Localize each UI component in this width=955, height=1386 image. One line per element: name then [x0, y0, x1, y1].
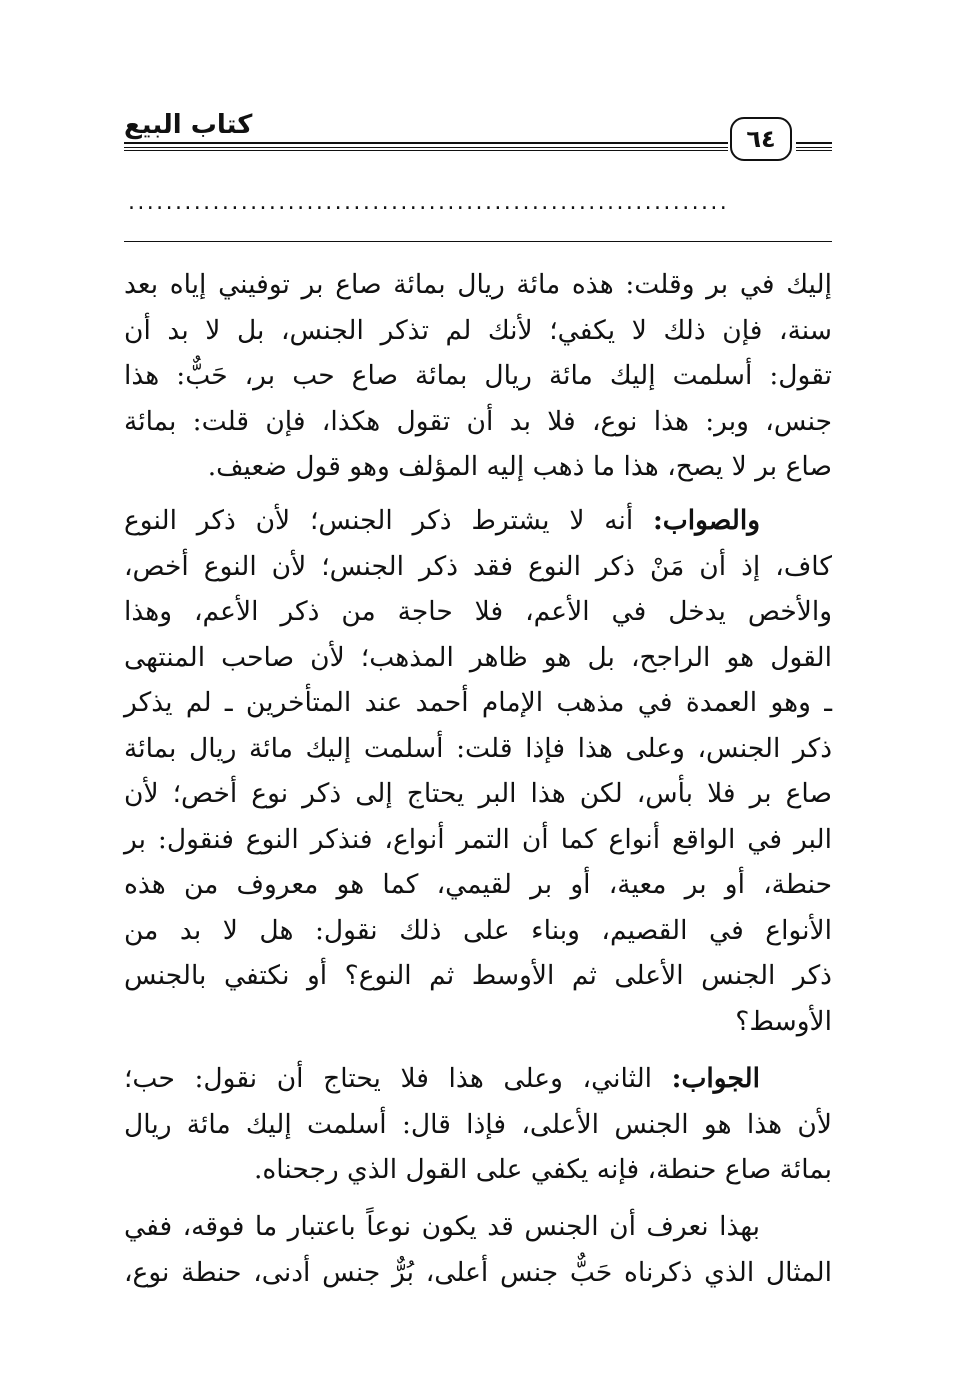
- paragraph-1: [124, 262, 832, 490]
- text-line: صاع بر لا يصح، هذا ما ذهب إليه المؤلف وهو قول ضعيف.: [207, 451, 832, 482]
- text-line: تقول: أسلمت إليك مائة ريال بمائة صاع حب بر، حَبٌّ: هذا: [124, 360, 832, 391]
- text-line: البر في الواقع أنواع كما أن التمر أنواع، فنذكر النوع فنقول: بر: [124, 823, 832, 855]
- text-line: ذكر الجنس، وعلى هذا فإذا قلت: أسلمت إليك مائة ريال بمائة: [124, 732, 832, 764]
- text-line: ذكر الجنس الأعلى ثم الأوسط ثم النوع؟ أو نكتفي بالجنس: [124, 960, 832, 991]
- text-line: إليك في بر وقلت: هذه مائة ريال بمائة صاع بر توفيني إياه بعد: [124, 269, 832, 300]
- text-line: حنطة، أو بر معية، أو بر لقيمي، كما هو معروف من هذه: [124, 869, 832, 900]
- text-line: الجواب: الثاني، وعلى هذا فلا يحتاج أن نقول: حب؛: [124, 1063, 760, 1094]
- paragraph-3: [124, 1056, 832, 1193]
- text-line: بمائة صاع حنطة، فإنه يكفي على القول الذي رجحناه.: [253, 1154, 832, 1185]
- header-rule-right: [796, 142, 832, 148]
- footnote-continuation-dots: ................................................................: [128, 192, 730, 214]
- text-line: القول هو الراجح، بل هو ظاهر المذهب؛ لأن صاحب المنتهى: [124, 641, 832, 673]
- paragraph-lead: الجواب:: [671, 1063, 760, 1094]
- text-line: بهذا نعرف أن الجنس قد يكون نوعاً باعتبار ما فوقه، ففي: [124, 1211, 760, 1242]
- header-rule-right-thin: [796, 150, 832, 151]
- header-rule-thin: [124, 150, 728, 151]
- text-line: صاع بر فلا بأس، لكن هذا البر يحتاج إلى ذكر نوع أخص؛ لأن: [124, 778, 832, 809]
- text-line: والصواب: أنه لا يشترط ذكر الجنس؛ لأن ذكر النوع: [124, 505, 760, 536]
- text-line: كاف، إذ أن مَنْ ذكر النوع فقد ذكر الجنس؛ لأن النوع أخص،: [124, 550, 832, 582]
- text-line: الأوسط؟: [735, 1005, 832, 1037]
- text-line: لأن هذا هو الجنس الأعلى، فإذا قال: أسلمت إليك مائة ريال: [124, 1108, 832, 1140]
- text-line: والأخص يدخل في الأعم، فلا حاجة من ذكر الأعم، وهذا: [124, 596, 832, 627]
- text-line: ـ وهو العمدة في مذهب الإمام أحمد عند المتأخرين ـ لم يذكر: [124, 687, 832, 718]
- text-line: المثال الذي ذكرناه حَبٌّ جنس أعلى، بُرٌّ جنس أدنى، حنطة نوع،: [124, 1256, 832, 1288]
- paragraph-4: [124, 1204, 832, 1295]
- page-number: ٦٤: [730, 117, 792, 161]
- separator-line: [124, 241, 832, 242]
- text-line: جنس، وبر: هذا نوع، فلا بد أن تقول هكذا، فإن قلت: بمائة: [124, 405, 832, 437]
- paragraph-2: [124, 498, 832, 1044]
- text-line: الأنواع في القصيم، وبناء على ذلك نقول: هل لا بد من: [124, 914, 832, 946]
- text-line: سنة، فإن ذلك لا يكفي؛ لأنك لم تذكر الجنس، بل لا بد أن: [124, 314, 832, 346]
- header-rule: [124, 142, 728, 148]
- running-header-title: كتاب البيع: [124, 110, 253, 140]
- paragraph-lead: والصواب:: [653, 505, 760, 536]
